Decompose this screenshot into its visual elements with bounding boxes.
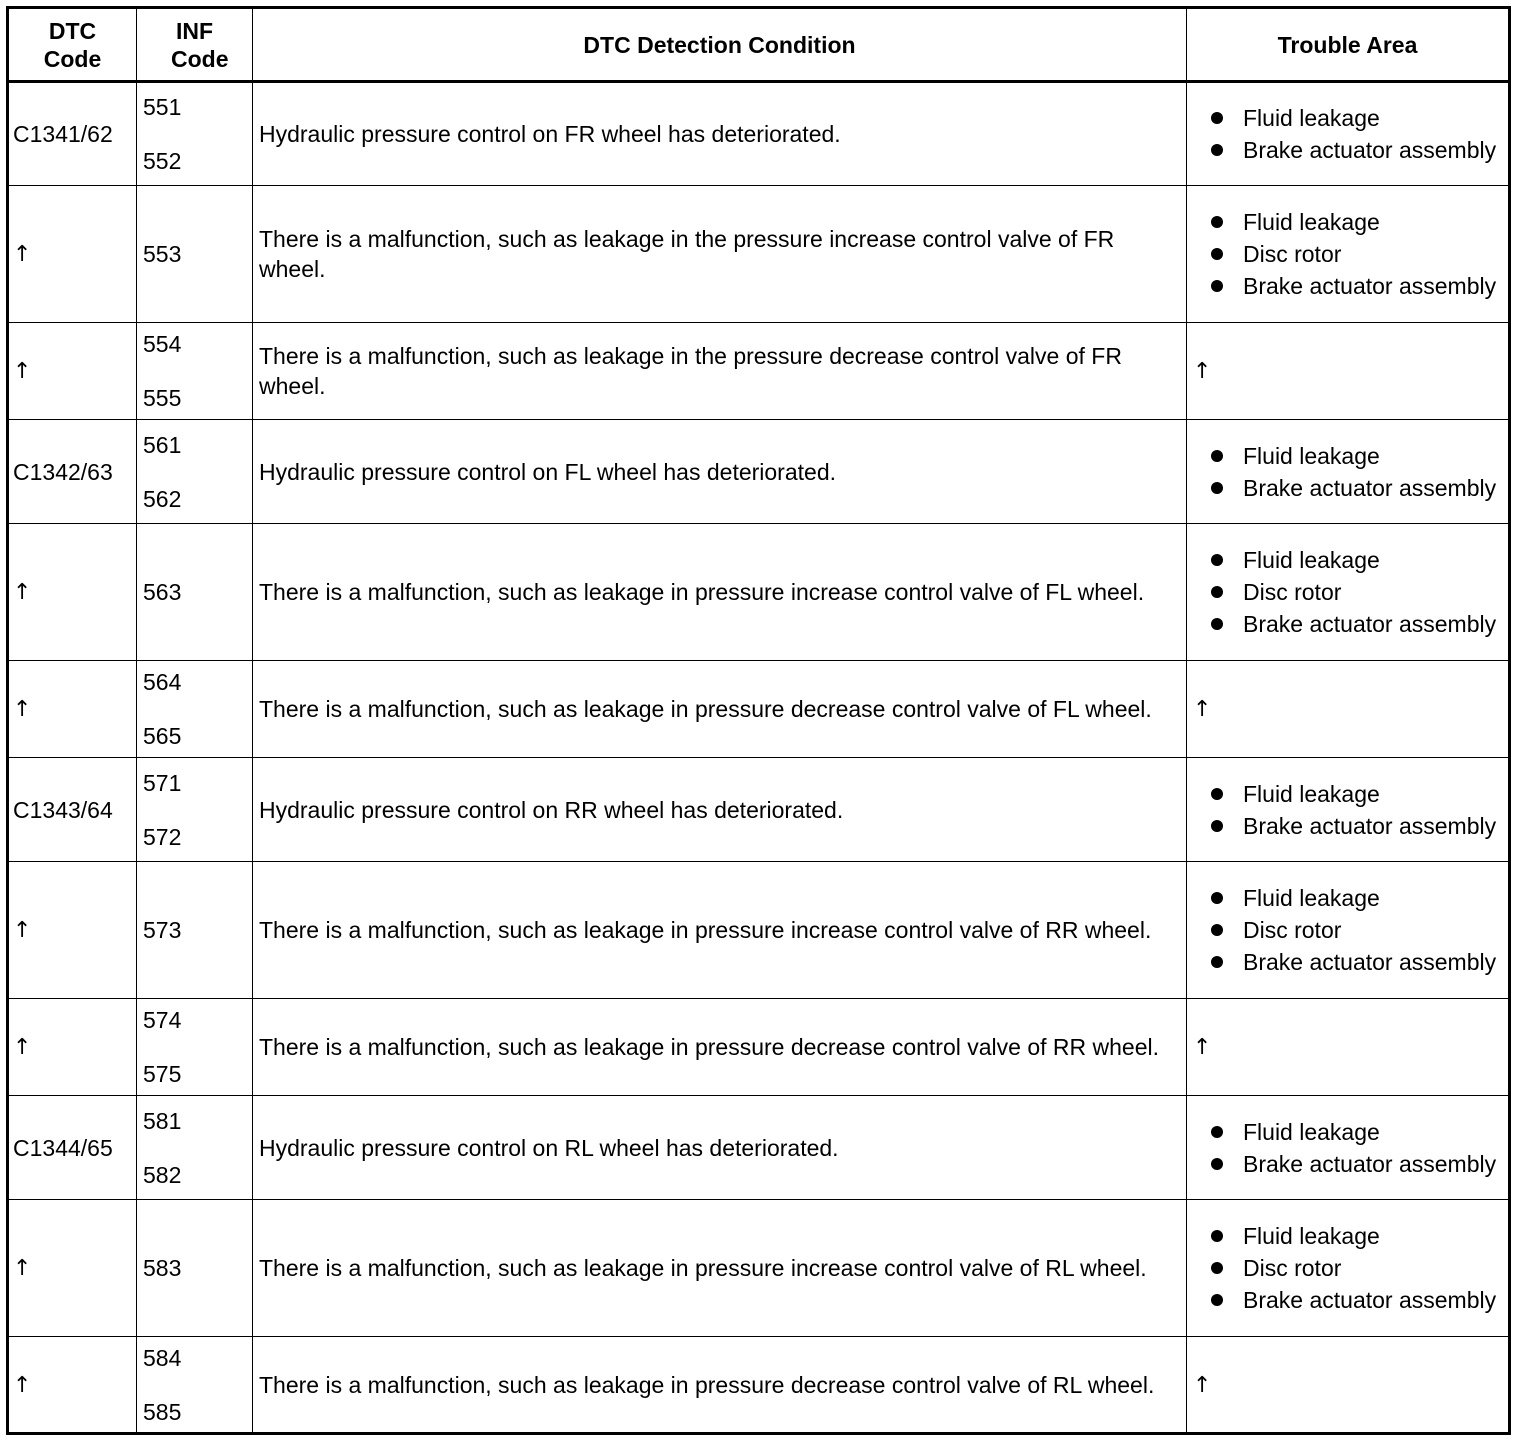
inf-code: 562	[143, 485, 182, 512]
header-inf-code: INF Code	[137, 8, 253, 82]
bullet-icon	[1211, 1126, 1223, 1138]
trouble-area-item	[1193, 1221, 1508, 1251]
table-row	[8, 1337, 1510, 1434]
inf-code-list	[143, 330, 252, 412]
inf-code-cell	[137, 1337, 253, 1434]
trouble-area-cell	[1187, 1096, 1510, 1200]
dtc-code-cell	[8, 999, 137, 1096]
bullet-icon	[1211, 956, 1223, 968]
dtc-code-text: C1342/63	[13, 458, 113, 485]
detection-condition-cell: There is a malfunction, such as leakage in pressure increase control valve of FL wheel.	[253, 524, 1187, 661]
trouble-area-cell	[1187, 186, 1510, 323]
inf-code: 585	[143, 1398, 182, 1425]
detection-condition-cell: Hydraulic pressure control on RL wheel has deteriorated.	[253, 1096, 1187, 1200]
bullet-icon	[1211, 144, 1223, 156]
table-body	[8, 82, 1510, 1434]
bullet-icon	[1211, 112, 1223, 124]
inf-code-list	[143, 240, 252, 268]
dtc-code-text: C1344/65	[13, 1134, 113, 1161]
bullet-icon	[1211, 450, 1223, 462]
bullet-icon	[1211, 216, 1223, 228]
trouble-area-text: Fluid leakage	[1243, 547, 1380, 573]
table-row	[8, 758, 1510, 862]
trouble-area-item	[1193, 441, 1508, 471]
trouble-area-item	[1193, 545, 1508, 575]
inf-code: 551	[143, 94, 182, 120]
inf-code-list	[143, 916, 252, 944]
bullet-icon	[1211, 1294, 1223, 1306]
inf-code-cell	[137, 524, 253, 661]
bullet-icon	[1211, 788, 1223, 800]
same-as-above-icon: ↑	[13, 1256, 32, 1281]
trouble-area-text: Brake actuator assembly	[1243, 273, 1497, 299]
trouble-area-text: Fluid leakage	[1243, 105, 1380, 131]
dtc-code-cell	[8, 1200, 137, 1337]
dtc-code-cell	[8, 1096, 137, 1200]
bullet-icon	[1211, 892, 1223, 904]
inf-code: 584	[143, 1344, 182, 1371]
trouble-area-item	[1193, 239, 1508, 269]
inf-code: 561	[143, 431, 182, 458]
trouble-area-item	[1193, 577, 1508, 607]
trouble-area-item	[1193, 207, 1508, 237]
inf-code-list	[143, 1344, 252, 1426]
trouble-area-cell	[1187, 999, 1510, 1096]
inf-code: 573	[143, 917, 182, 943]
trouble-area-text: Fluid leakage	[1243, 442, 1380, 469]
trouble-area-cell	[1187, 82, 1510, 186]
header-trouble-area: Trouble Area	[1187, 8, 1510, 82]
trouble-area-item	[1193, 947, 1508, 977]
trouble-area-cell	[1187, 862, 1510, 999]
bullet-icon	[1211, 1262, 1223, 1274]
inf-code: 565	[143, 723, 182, 749]
inf-code: 581	[143, 1107, 182, 1134]
same-as-above-icon: ↑	[1193, 359, 1212, 384]
trouble-area-cell	[1187, 323, 1510, 420]
table-row	[8, 862, 1510, 999]
trouble-area-cell	[1187, 1337, 1510, 1434]
trouble-area-cell	[1187, 1200, 1510, 1337]
header-dtc-code: DTC Code	[8, 8, 137, 82]
trouble-area-item	[1193, 811, 1508, 841]
detection-condition-cell: Hydraulic pressure control on FL wheel has deteriorated.	[253, 420, 1187, 524]
trouble-area-list	[1193, 1221, 1508, 1315]
inf-code-cell	[137, 420, 253, 524]
trouble-area-text: Fluid leakage	[1243, 885, 1380, 911]
trouble-area-text: Brake actuator assembly	[1243, 1150, 1497, 1177]
table-row	[8, 1096, 1510, 1200]
inf-code: 552	[143, 148, 182, 174]
trouble-area-list	[1193, 1117, 1508, 1179]
trouble-area-item	[1193, 1285, 1508, 1315]
detection-condition-cell: There is a malfunction, such as leakage in the pressure decrease control valve of FR wheel.	[253, 323, 1187, 420]
trouble-area-item	[1193, 1253, 1508, 1283]
trouble-area-item	[1193, 1149, 1508, 1179]
inf-code-list	[143, 93, 252, 175]
trouble-area-text: Brake actuator assembly	[1243, 1287, 1497, 1313]
dtc-code-cell	[8, 661, 137, 758]
trouble-area-text: Brake actuator assembly	[1243, 812, 1497, 839]
inf-code-list	[143, 1006, 252, 1088]
inf-code: 564	[143, 669, 182, 695]
dtc-code-cell	[8, 862, 137, 999]
trouble-area-text: Fluid leakage	[1243, 209, 1380, 235]
trouble-area-cell	[1187, 420, 1510, 524]
dtc-code-cell	[8, 186, 137, 323]
same-as-above-icon: ↑	[13, 1372, 32, 1398]
trouble-area-text: Fluid leakage	[1243, 780, 1380, 807]
trouble-area-list	[1193, 441, 1508, 503]
trouble-area-text: Disc rotor	[1243, 1255, 1342, 1281]
table-row	[8, 420, 1510, 524]
inf-code: 554	[143, 331, 182, 357]
inf-code: 575	[143, 1061, 182, 1087]
trouble-area-item	[1193, 271, 1508, 301]
trouble-area-cell	[1187, 524, 1510, 661]
trouble-area-text: Brake actuator assembly	[1243, 949, 1497, 975]
detection-condition-cell: There is a malfunction, such as leakage in pressure increase control valve of RR wheel.	[253, 862, 1187, 999]
detection-condition-cell: There is a malfunction, such as leakage in pressure increase control valve of RL wheel.	[253, 1200, 1187, 1337]
table-row	[8, 661, 1510, 758]
bullet-icon	[1211, 586, 1223, 598]
detection-condition-cell: Hydraulic pressure control on RR wheel has deteriorated.	[253, 758, 1187, 862]
inf-code: 582	[143, 1161, 182, 1188]
inf-code-cell	[137, 323, 253, 420]
inf-code-list	[143, 1107, 252, 1189]
table-row	[8, 999, 1510, 1096]
same-as-above-icon: ↑	[13, 918, 32, 943]
trouble-area-item	[1193, 883, 1508, 913]
table-row	[8, 323, 1510, 420]
inf-code-list	[143, 668, 252, 750]
dtc-code-cell	[8, 82, 137, 186]
inf-code-list	[143, 431, 252, 513]
trouble-area-item	[1193, 779, 1508, 809]
dtc-code-cell	[8, 758, 137, 862]
bullet-icon	[1211, 554, 1223, 566]
trouble-area-text: Disc rotor	[1243, 917, 1342, 943]
inf-code-cell	[137, 1200, 253, 1337]
detection-condition-cell: Hydraulic pressure control on FR wheel has deteriorated.	[253, 82, 1187, 186]
header-row	[8, 8, 1510, 82]
bullet-icon	[1211, 1158, 1223, 1170]
inf-code-list	[143, 769, 252, 851]
trouble-area-item	[1193, 103, 1508, 133]
dtc-code-cell	[8, 420, 137, 524]
trouble-area-list	[1193, 103, 1508, 165]
inf-code: 553	[143, 241, 182, 267]
inf-code-list	[143, 1254, 252, 1282]
bullet-icon	[1211, 820, 1223, 832]
same-as-above-icon: ↑	[13, 242, 32, 267]
same-as-above-icon: ↑	[1193, 697, 1212, 722]
inf-code-cell	[137, 758, 253, 862]
same-as-above-icon: ↑	[1193, 1035, 1212, 1060]
trouble-area-list	[1193, 883, 1508, 977]
bullet-icon	[1211, 280, 1223, 292]
table-header	[8, 8, 1510, 82]
inf-code: 563	[143, 579, 182, 605]
dtc-code-text: C1343/64	[13, 796, 113, 823]
trouble-area-text: Fluid leakage	[1243, 1223, 1380, 1249]
trouble-area-cell	[1187, 758, 1510, 862]
inf-code-cell	[137, 862, 253, 999]
inf-code: 574	[143, 1007, 182, 1033]
trouble-area-item	[1193, 1117, 1508, 1147]
dtc-table	[6, 6, 1511, 1435]
trouble-area-text: Fluid leakage	[1243, 1118, 1380, 1145]
trouble-area-text: Brake actuator assembly	[1243, 137, 1497, 163]
dtc-code-cell	[8, 524, 137, 661]
detection-condition-cell: There is a malfunction, such as leakage in the pressure increase control valve of FR wheel.	[253, 186, 1187, 323]
inf-code-cell	[137, 82, 253, 186]
trouble-area-list	[1193, 545, 1508, 639]
trouble-area-text: Brake actuator assembly	[1243, 474, 1497, 501]
dtc-code-text: C1341/62	[13, 121, 113, 147]
header-detection-condition: DTC Detection Condition	[253, 8, 1187, 82]
trouble-area-item	[1193, 609, 1508, 639]
same-as-above-icon: ↑	[13, 359, 32, 384]
detection-condition-cell: There is a malfunction, such as leakage in pressure decrease control valve of RR wheel.	[253, 999, 1187, 1096]
inf-code-cell	[137, 1096, 253, 1200]
inf-code: 571	[143, 769, 182, 796]
inf-code-cell	[137, 661, 253, 758]
detection-condition-cell: There is a malfunction, such as leakage in pressure decrease control valve of RL wheel.	[253, 1337, 1187, 1434]
trouble-area-cell	[1187, 661, 1510, 758]
trouble-area-text: Disc rotor	[1243, 241, 1342, 267]
table-row	[8, 1200, 1510, 1337]
trouble-area-text: Disc rotor	[1243, 579, 1342, 605]
bullet-icon	[1211, 248, 1223, 260]
same-as-above-icon: ↑	[1193, 1372, 1212, 1398]
trouble-area-item	[1193, 915, 1508, 945]
bullet-icon	[1211, 482, 1223, 494]
table-row	[8, 82, 1510, 186]
inf-code-list	[143, 578, 252, 606]
trouble-area-item	[1193, 473, 1508, 503]
detection-condition-cell: There is a malfunction, such as leakage in pressure decrease control valve of FL wheel.	[253, 661, 1187, 758]
same-as-above-icon: ↑	[13, 697, 32, 722]
inf-code: 555	[143, 385, 182, 411]
trouble-area-list	[1193, 779, 1508, 841]
trouble-area-list	[1193, 207, 1508, 301]
same-as-above-icon: ↑	[13, 1035, 32, 1060]
bullet-icon	[1211, 924, 1223, 936]
inf-code-cell	[137, 186, 253, 323]
inf-code: 572	[143, 823, 182, 850]
inf-code-cell	[137, 999, 253, 1096]
table-row	[8, 524, 1510, 661]
trouble-area-item	[1193, 135, 1508, 165]
bullet-icon	[1211, 1230, 1223, 1242]
trouble-area-text: Brake actuator assembly	[1243, 611, 1497, 637]
same-as-above-icon: ↑	[13, 580, 32, 605]
dtc-code-cell	[8, 323, 137, 420]
bullet-icon	[1211, 618, 1223, 630]
inf-code: 583	[143, 1255, 182, 1281]
dtc-code-cell	[8, 1337, 137, 1434]
table-row	[8, 186, 1510, 323]
